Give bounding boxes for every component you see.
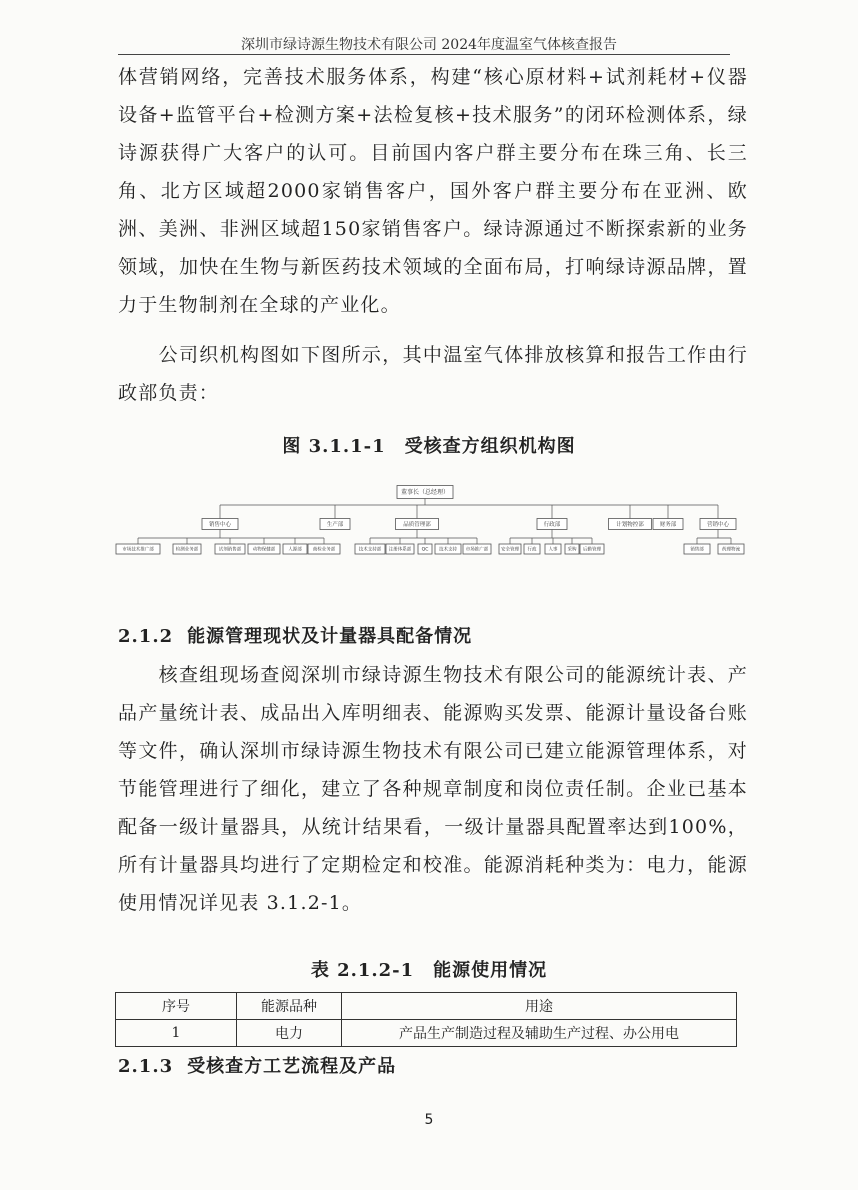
- org-child-label: 销售部: [690, 547, 704, 553]
- org-child-label: 商检业务部: [312, 547, 336, 553]
- page-number: 5: [424, 1112, 434, 1128]
- energy-management-paragraph: 核查组现场查阅深圳市绿诗源生物技术有限公司的能源统计表、产品产量统计表、成品出入库明细表、能源购买发票、能源计量设备台账等文件，确认深圳市绿诗源生物技术有限公司已建立能源管理体系，对节能管理进行了细化，建立了各种规章制度和岗位责任制。企业已基本配备一级计量器具，从统计结果看，一级计量器具配置率达到100%，所有计量器具均进行了定期检定和校准。能源消耗种类为：电力，能源使用情况详见表 3.1.2-1。: [118, 664, 748, 914]
- org-dept-label: 生产部: [326, 521, 344, 528]
- org-child-label: 行政: [527, 547, 537, 553]
- page-header: 深圳市绿诗源生物技术有限公司 2024年度温室气体核查报告: [240, 37, 618, 53]
- org-child-label: 采购: [567, 547, 577, 553]
- org-child-label: 药理物流: [722, 547, 740, 553]
- section-title: 能源管理现状及计量器具配备情况: [187, 626, 473, 647]
- org-child-label: 技术支持部: [358, 547, 382, 553]
- intro-paragraph: 体营销网络，完善技术服务体系，构建“核心原材料+试剂耗材+仪器设备+监管平台+检测方案+法检复核+技术服务”的闭环检测体系，绿诗源获得广大客户的认可。目前国内客户群主要分布在珠三角、长三角、北方区域超2000家销售客户，国外客户群主要分布在亚洲、欧洲、美洲、非洲区域超150家销售客户。绿诗源通过不断探索新的业务领域，加快在生物与新医药技术领域的全面布局，打响绿诗源品牌，置力于生物制剂在全球的产业化。: [118, 66, 748, 316]
- org-chart-intro: 公司织机构图如下图所示，其中温室气体排放核算和报告工作由行政部负责：: [118, 344, 748, 404]
- org-dept-label: 行政部: [543, 521, 561, 528]
- org-child-label: 人源部: [288, 547, 302, 553]
- org-child-label: 市场技术推广部: [122, 547, 154, 553]
- figure-caption: 图 3.1.1-1 受核查方组织机构图: [282, 436, 576, 457]
- org-child-label: 技术支持: [439, 547, 457, 553]
- cell-energy-type: 电力: [237, 1020, 342, 1047]
- org-chart: [110, 478, 750, 568]
- org-child-label: 试剂销售部: [218, 547, 242, 553]
- org-dept-label: 计划物控部: [616, 521, 644, 528]
- section-title: 受核查方工艺流程及产品: [187, 1056, 397, 1077]
- header-divider: [118, 54, 730, 55]
- column-header-index: 序号: [116, 993, 237, 1020]
- org-child-label: 市场推广部: [465, 547, 489, 553]
- org-dept-label: 品质管理部: [403, 521, 431, 528]
- org-dept-label: 营销中心: [706, 521, 730, 528]
- section-heading-2-1-2: [118, 622, 472, 648]
- column-header-energy-type: 能源品种: [237, 993, 342, 1020]
- org-root-label: 董事长（总经理）: [400, 489, 450, 497]
- section-number: 2.1.2: [118, 626, 174, 647]
- org-child-label: 人事: [548, 547, 558, 553]
- org-child-label: 后勤管理: [583, 547, 601, 553]
- table-caption: 表 2.1.2-1 能源使用情况: [310, 960, 548, 981]
- org-dept-label: 财务部: [659, 521, 677, 528]
- energy-usage-table: [115, 992, 737, 1047]
- org-child-label: 动物保健部: [252, 547, 276, 553]
- table-row: [116, 1020, 737, 1047]
- org-child-label: 注册体系部: [388, 547, 412, 553]
- table-header-row: [116, 993, 737, 1020]
- org-child-label: 安全管理: [501, 547, 519, 553]
- cell-usage: 产品生产制造过程及辅助生产过程、办公用电: [342, 1020, 737, 1047]
- org-child-label: 检测业务部: [175, 547, 199, 553]
- column-header-usage: 用途: [342, 993, 737, 1020]
- org-child-label: QC: [421, 547, 429, 553]
- section-number: 2.1.3: [118, 1056, 174, 1077]
- section-heading-2-1-3: [118, 1052, 396, 1078]
- cell-index: 1: [116, 1020, 237, 1047]
- org-dept-label: 销售中心: [208, 521, 232, 528]
